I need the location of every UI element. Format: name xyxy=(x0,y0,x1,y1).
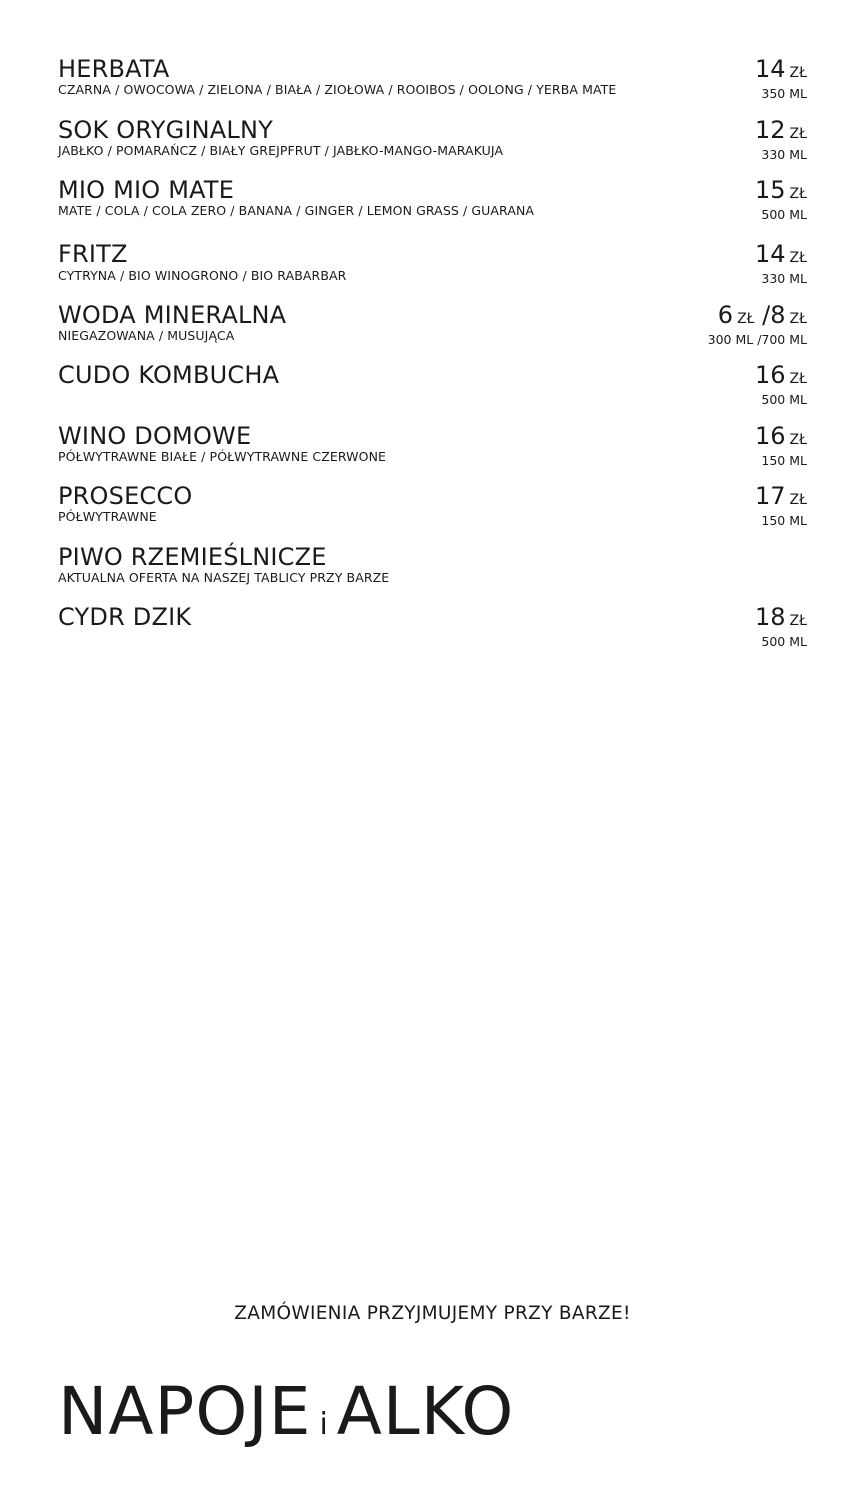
item-name: WODA MINERALNA xyxy=(58,300,287,329)
item-name: SOK ORYGINALNY xyxy=(58,115,274,144)
item-price-block xyxy=(755,483,807,528)
currency-label: ZŁ xyxy=(789,613,807,629)
currency-label: ZŁ xyxy=(789,492,807,508)
menu-item-fritz xyxy=(58,238,807,302)
item-price: 15 ZŁ xyxy=(754,176,807,204)
menu-item-wino-domowe xyxy=(58,423,807,484)
menu-item-cudo-kombucha xyxy=(58,362,807,423)
item-volume: 500 ML xyxy=(761,634,807,649)
item-name: HERBATA xyxy=(58,55,170,83)
item-name: WINO DOMOWE xyxy=(58,421,252,450)
menu-item-sok-oryginalny xyxy=(58,117,807,178)
menu-item-woda-mineralna xyxy=(58,302,807,363)
item-volume: 330 ML xyxy=(761,146,807,162)
currency-label: ZŁ xyxy=(789,431,807,448)
menu-item-mio-mio-mate xyxy=(58,177,807,238)
item-price-block xyxy=(755,241,807,286)
currency-label: ZŁ xyxy=(789,371,807,387)
item-description: JABŁKO / POMARAŃCZ / BIAŁY GREJPFRUT / JABŁKO-MANGO-MARAKUJA xyxy=(58,142,504,158)
item-description: CYTRYNA / BIO WINOGRONO / BIO RABARBAR xyxy=(58,267,347,283)
item-price: 16 ZŁ xyxy=(754,421,807,450)
title-part-napoje: NAPOJE xyxy=(58,1373,312,1450)
item-price: 18 ZŁ xyxy=(754,603,807,631)
item-price: 14 ZŁ xyxy=(754,239,807,268)
item-price-block xyxy=(755,56,807,101)
item-price-block xyxy=(755,117,807,162)
currency-label: ZŁ xyxy=(789,125,807,142)
item-description: PÓŁWYTRAWNE xyxy=(58,509,157,524)
menu-item-prosecco xyxy=(58,483,807,544)
item-volume: 500 ML xyxy=(761,207,807,222)
item-description: MATE / COLA / COLA ZERO / BANANA / GINGER / LEMON GRASS / GUARANA xyxy=(58,203,535,218)
currency-label: ZŁ xyxy=(789,186,807,202)
item-name: CUDO KOMBUCHA xyxy=(58,361,280,389)
item-price: 16 ZŁ xyxy=(754,361,807,389)
currency-label: ZŁ xyxy=(789,65,807,81)
currency-label: ZŁ xyxy=(789,310,807,327)
currency-label: ZŁ xyxy=(737,310,755,327)
item-name: PIWO RZEMIEŚLNICZE xyxy=(58,542,327,571)
item-name: PROSECCO xyxy=(58,482,193,510)
item-volume: 350 ML xyxy=(761,86,807,101)
order-at-bar-note: ZAMÓWIENIA PRZYJMUJEMY PRZY BARZE! xyxy=(234,1303,631,1324)
item-description: CZARNA / OWOCOWA / ZIELONA / BIAŁA / ZIOŁOWA / ROOIBOS / OOLONG / YERBA MATE xyxy=(58,82,617,97)
item-name: MIO MIO MATE xyxy=(58,176,235,204)
title-connector: i xyxy=(319,1407,329,1442)
item-volume: 500 ML xyxy=(761,392,807,407)
item-price: 14 ZŁ xyxy=(754,55,807,83)
item-price-block xyxy=(755,362,807,407)
item-volume: 300 ML /700 ML xyxy=(707,331,807,347)
item-volume: 150 ML xyxy=(761,452,807,468)
currency-label: ZŁ xyxy=(789,249,807,266)
item-price-block xyxy=(755,604,807,649)
item-name: FRITZ xyxy=(58,239,128,268)
title-part-alko: ALKO xyxy=(336,1373,515,1450)
item-name: CYDR DZIK xyxy=(58,603,192,631)
item-description: PÓŁWYTRAWNE BIAŁE / PÓŁWYTRAWNE CZERWONE xyxy=(58,448,387,464)
item-price: 6 ZŁ /8 ZŁ xyxy=(717,300,807,329)
page-title xyxy=(58,1372,514,1465)
item-price: 12 ZŁ xyxy=(754,115,807,144)
item-price-block xyxy=(708,302,807,347)
item-price: 17 ZŁ xyxy=(754,482,807,510)
item-volume: 150 ML xyxy=(761,513,807,528)
item-volume: 330 ML xyxy=(761,270,807,286)
drinks-menu-list xyxy=(58,56,807,665)
item-price-block xyxy=(755,177,807,222)
menu-item-cydr-dzik xyxy=(58,604,807,665)
item-description: AKTUALNA OFERTA NA NASZEJ TABLICY PRZY BARZE xyxy=(58,569,390,585)
item-price-block xyxy=(755,423,807,468)
menu-item-piwo-rzemieslnicze xyxy=(58,544,807,605)
item-description: NIEGAZOWANA / MUSUJĄCA xyxy=(58,327,235,343)
menu-item-herbata xyxy=(58,56,807,117)
